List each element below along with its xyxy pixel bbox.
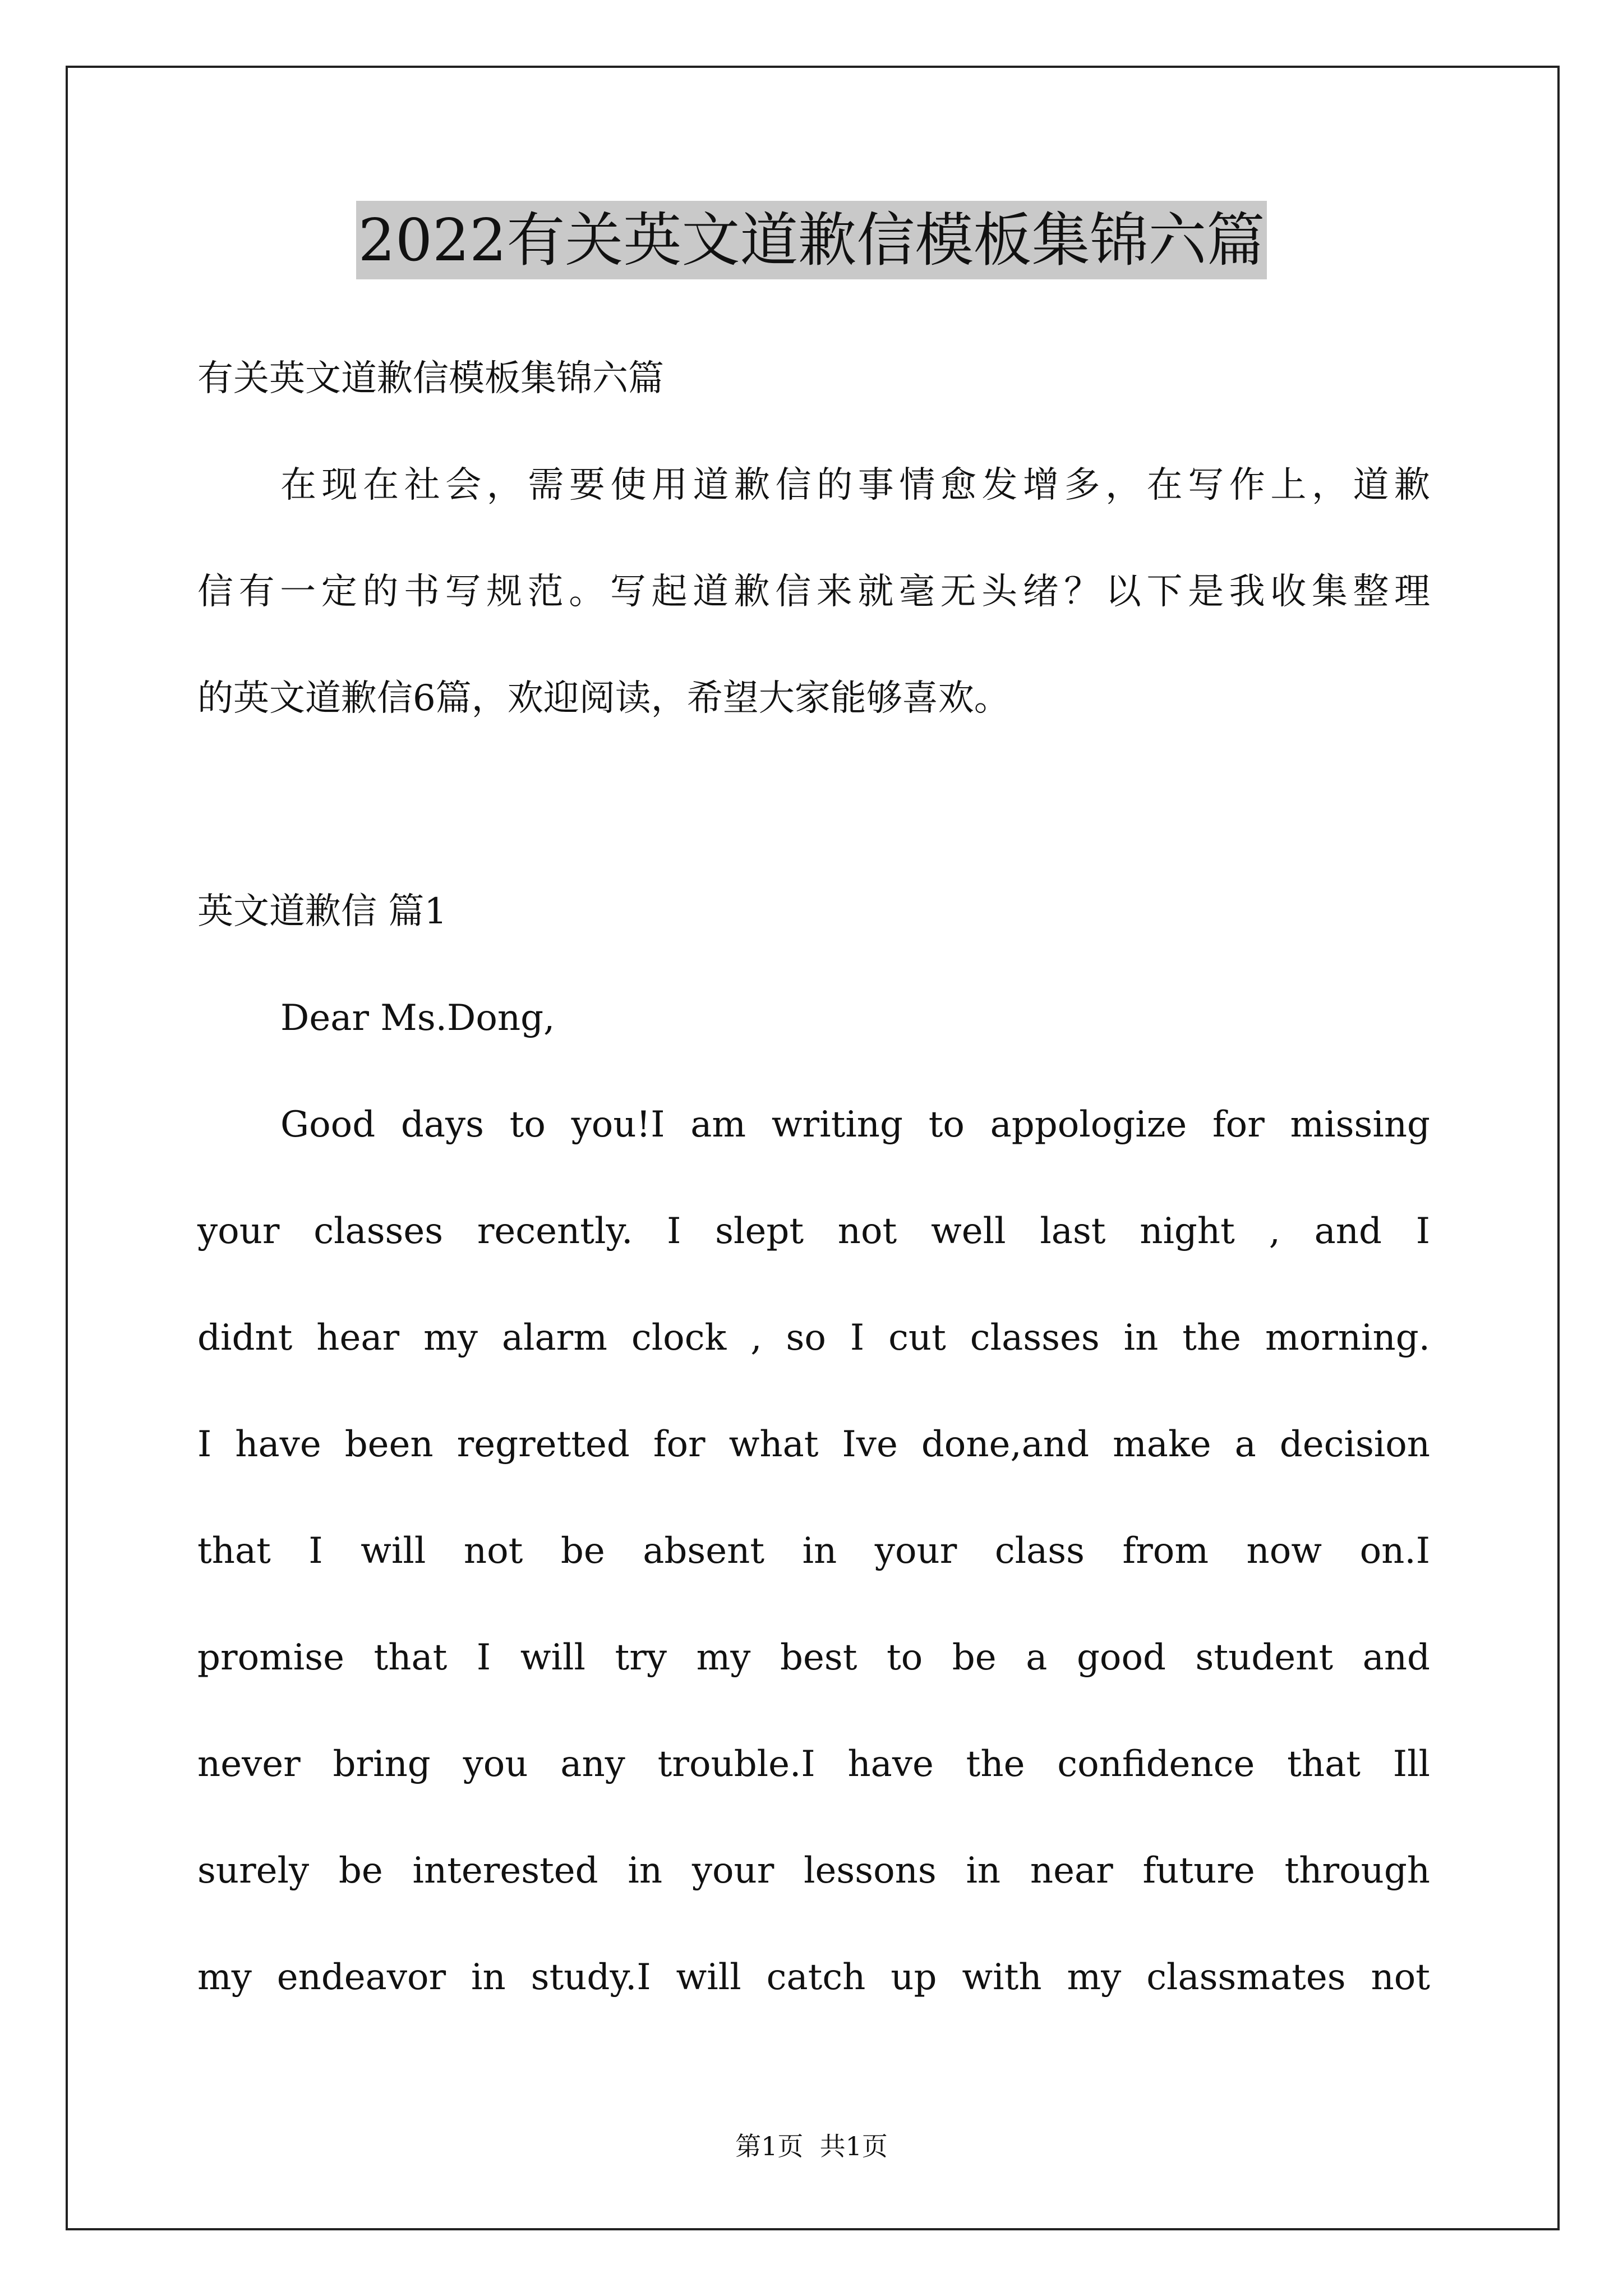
letter-line: I have been regretted for what Ive done,and make a decision [197, 1424, 1430, 1465]
letter-salutation: Dear Ms.Dong, [280, 997, 555, 1039]
letter-line: promise that I will try my best to be a good student and [197, 1637, 1430, 1678]
document-title: 2022有关英文道歉信模板集锦六篇 [356, 201, 1267, 279]
letter-line: your classes recently. I slept not well last night , and I [197, 1211, 1430, 1252]
letter-line: never bring you any trouble.I have the confidence that Ill [197, 1743, 1430, 1785]
letter-line: my endeavor in study.I will catch up with my classmates not [197, 1957, 1430, 1998]
intro-line: 在现在社会，需要使用道歉信的事情愈发增多，在写作上，道歉 [280, 464, 1430, 506]
title-container [0, 201, 1623, 279]
intro-line: 的英文道歉信6篇，欢迎阅读，希望大家能够喜欢。 [197, 678, 1010, 719]
intro-line: 信有一定的书写规范。写起道歉信来就毫无头绪？以下是我收集整理 [197, 571, 1430, 613]
letter-line: didnt hear my alarm clock , so I cut classes in the morning. [197, 1317, 1430, 1359]
section-heading: 英文道歉信 篇1 [197, 891, 448, 932]
document-subtitle: 有关英文道歉信模板集锦六篇 [197, 358, 664, 399]
letter-line: surely be interested in your lessons in near future through [197, 1850, 1430, 1892]
page-number: 第1页 共1页 [735, 2131, 888, 2161]
letter-line: Good days to you!I am writing to appologize for missing [280, 1104, 1430, 1145]
letter-line: that I will not be absent in your class from now on.I [197, 1530, 1430, 1572]
